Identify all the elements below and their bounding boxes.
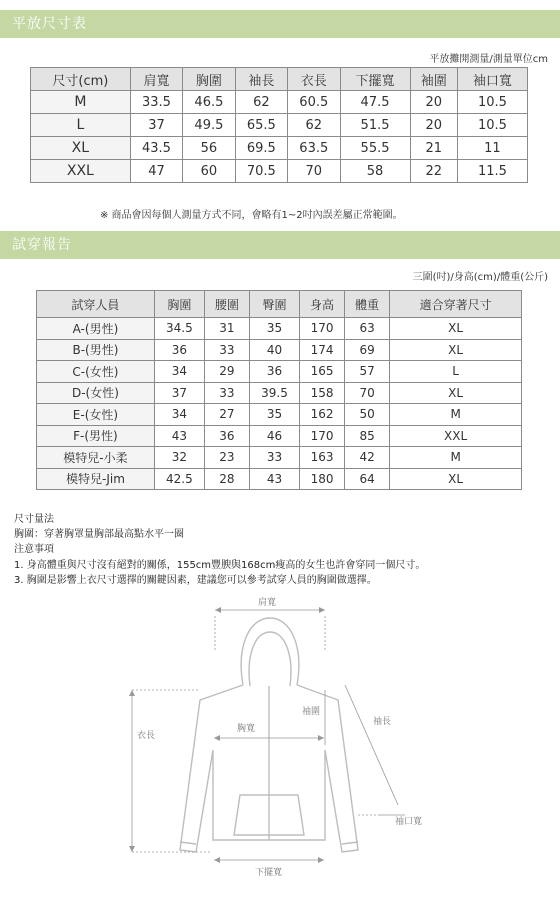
table-cell: 40 [250, 339, 300, 361]
table-cell: L [390, 361, 522, 383]
table-cell: 33 [250, 447, 300, 469]
table-cell: 70.5 [235, 160, 287, 183]
table-row [31, 137, 528, 160]
table-cell: 20 [410, 91, 457, 114]
column-header: 衣長 [288, 68, 340, 91]
table-cell: 69 [345, 339, 390, 361]
table-cell: 34 [154, 361, 204, 383]
column-header: 胸圍 [183, 68, 235, 91]
table-row [31, 160, 528, 183]
row-label-cell: E-(女性) [37, 404, 155, 426]
table-cell: 33 [204, 339, 249, 361]
section-header-try-on [0, 231, 560, 259]
column-header: 體重 [345, 291, 390, 318]
row-label-cell: L [31, 114, 131, 137]
table-cell: 65.5 [235, 114, 287, 137]
table-cell: 35 [250, 318, 300, 340]
hoodie-measurement-diagram [0, 590, 560, 890]
section-header-flat-size [0, 10, 560, 38]
dimension-arrows [129, 607, 325, 863]
table-cell: 63.5 [288, 137, 340, 160]
table-row [37, 361, 522, 383]
table-cell: 36 [204, 425, 249, 447]
column-header: 臀圍 [250, 291, 300, 318]
table-row [37, 447, 522, 469]
table-cell: 163 [300, 447, 345, 469]
table-cell: 20 [410, 114, 457, 137]
table-cell: 21 [410, 137, 457, 160]
row-label-cell: XL [31, 137, 131, 160]
table-cell: 42 [345, 447, 390, 469]
label-sleeve-length: 袖長 [373, 717, 392, 727]
table-cell: 43 [250, 468, 300, 490]
table-cell: 85 [345, 425, 390, 447]
table-cell: 31 [204, 318, 249, 340]
label-cuff-circumference: 袖圍 [302, 707, 321, 717]
table-header-row [31, 68, 528, 91]
label-cuff-width: 袖口寬 [395, 817, 423, 827]
footer-notice-title: 注意事項 [14, 544, 54, 555]
table-cell: 60.5 [288, 91, 340, 114]
table-cell: 60 [183, 160, 235, 183]
table-row [37, 468, 522, 490]
table-cell: M [390, 447, 522, 469]
table-cell: 34 [154, 404, 204, 426]
section-title: 平放尺寸表 [12, 16, 87, 32]
footer-measure-title: 尺寸量法 [14, 514, 54, 525]
table-cell: 10.5 [457, 91, 527, 114]
table-cell: 165 [300, 361, 345, 383]
table-cell: 70 [345, 382, 390, 404]
table-cell: 47 [130, 160, 182, 183]
column-header: 肩寬 [130, 68, 182, 91]
table-row [31, 91, 528, 114]
table-cell: 32 [154, 447, 204, 469]
column-header: 尺寸(cm) [31, 68, 131, 91]
column-header: 袖口寬 [457, 68, 527, 91]
table-cell: 36 [250, 361, 300, 383]
table-cell: 174 [300, 339, 345, 361]
table-cell: 49.5 [183, 114, 235, 137]
table-cell: 55.5 [340, 137, 410, 160]
row-label-cell: 模特兒-Jim [37, 468, 155, 490]
table-cell: 47.5 [340, 91, 410, 114]
table-row [37, 318, 522, 340]
table-cell: 70 [288, 160, 340, 183]
table-cell: 36 [154, 339, 204, 361]
column-header: 適合穿著尺寸 [390, 291, 522, 318]
label-body-length: 衣長 [137, 731, 156, 741]
measurement-note: 平放攤開測量/測量單位cm [429, 54, 548, 65]
table-cell: 11 [457, 137, 527, 160]
table-cell: 33.5 [130, 91, 182, 114]
table-cell: 42.5 [154, 468, 204, 490]
table-cell: XL [390, 318, 522, 340]
table-cell: 34.5 [154, 318, 204, 340]
column-header: 胸圍 [154, 291, 204, 318]
table-cell: 63 [345, 318, 390, 340]
footer-chest-method: 胸圍：穿著胸罩量胸部最高點水平一圈 [14, 529, 184, 540]
label-shoulder-width: 肩寬 [258, 598, 277, 608]
table-cell: 10.5 [457, 114, 527, 137]
column-header: 試穿人員 [37, 291, 155, 318]
row-label-cell: XXL [31, 160, 131, 183]
footer-note-3: 3. 胸圍是影響上衣尺寸選擇的關鍵因素，建議您可以參考試穿人員的胸圍做選擇。 [14, 575, 377, 586]
table-row [37, 425, 522, 447]
table-cell: 28 [204, 468, 249, 490]
table-cell: 27 [204, 404, 249, 426]
table-cell: 158 [300, 382, 345, 404]
row-label-cell: A-(男性) [37, 318, 155, 340]
table-cell: 62 [288, 114, 340, 137]
section-title: 試穿報告 [12, 237, 72, 253]
table-cell: 170 [300, 318, 345, 340]
row-label-cell: M [31, 91, 131, 114]
table-header-row [37, 291, 522, 318]
table-cell: 46.5 [183, 91, 235, 114]
hoodie-outline [180, 618, 358, 852]
table-cell: 29 [204, 361, 249, 383]
table-cell: 64 [345, 468, 390, 490]
try-on-table [36, 290, 522, 490]
table-cell: 69.5 [235, 137, 287, 160]
table-cell: XL [390, 468, 522, 490]
table-cell: 23 [204, 447, 249, 469]
label-hem-width: 下擺寬 [255, 868, 283, 878]
label-chest-width: 胸寬 [237, 724, 256, 734]
table-cell: M [390, 404, 522, 426]
table-cell: 35 [250, 404, 300, 426]
table-cell: XL [390, 339, 522, 361]
table-cell: 11.5 [457, 160, 527, 183]
column-header: 身高 [300, 291, 345, 318]
table-cell: 37 [130, 114, 182, 137]
table-cell: 162 [300, 404, 345, 426]
table-cell: 39.5 [250, 382, 300, 404]
try-on-units-note: 三圍(吋)/身高(cm)/體重(公斤) [412, 272, 548, 283]
column-header: 腰圍 [204, 291, 249, 318]
row-label-cell: C-(女性) [37, 361, 155, 383]
table-cell: XL [390, 382, 522, 404]
row-label-cell: F-(男性) [37, 425, 155, 447]
table-cell: 170 [300, 425, 345, 447]
row-label-cell: B-(男性) [37, 339, 155, 361]
table-cell: 43 [154, 425, 204, 447]
footer-note-1: 1. 身高體重與尺寸沒有絕對的關係，155cm豐腴與168cm瘦高的女生也許會穿同一個尺寸。 [14, 560, 426, 571]
table-cell: 58 [340, 160, 410, 183]
table-cell: 180 [300, 468, 345, 490]
table-cell: XXL [390, 425, 522, 447]
table-row [37, 382, 522, 404]
table-cell: 22 [410, 160, 457, 183]
table-cell: 50 [345, 404, 390, 426]
table-cell: 33 [204, 382, 249, 404]
table-cell: 56 [183, 137, 235, 160]
size-table [30, 67, 528, 183]
row-label-cell: D-(女性) [37, 382, 155, 404]
column-header: 袖圍 [410, 68, 457, 91]
table-cell: 37 [154, 382, 204, 404]
column-header: 下擺寬 [340, 68, 410, 91]
table-cell: 43.5 [130, 137, 182, 160]
table-cell: 62 [235, 91, 287, 114]
table-row [31, 114, 528, 137]
row-label-cell: 模特兒-小柔 [37, 447, 155, 469]
column-header: 袖長 [235, 68, 287, 91]
table-row [37, 404, 522, 426]
table-cell: 51.5 [340, 114, 410, 137]
table-row [37, 339, 522, 361]
table-cell: 46 [250, 425, 300, 447]
table-cell: 57 [345, 361, 390, 383]
size-footnote: ※ 商品會因每個人測量方式不同，會略有1~2吋內誤差屬正常範圍。 [100, 210, 403, 221]
